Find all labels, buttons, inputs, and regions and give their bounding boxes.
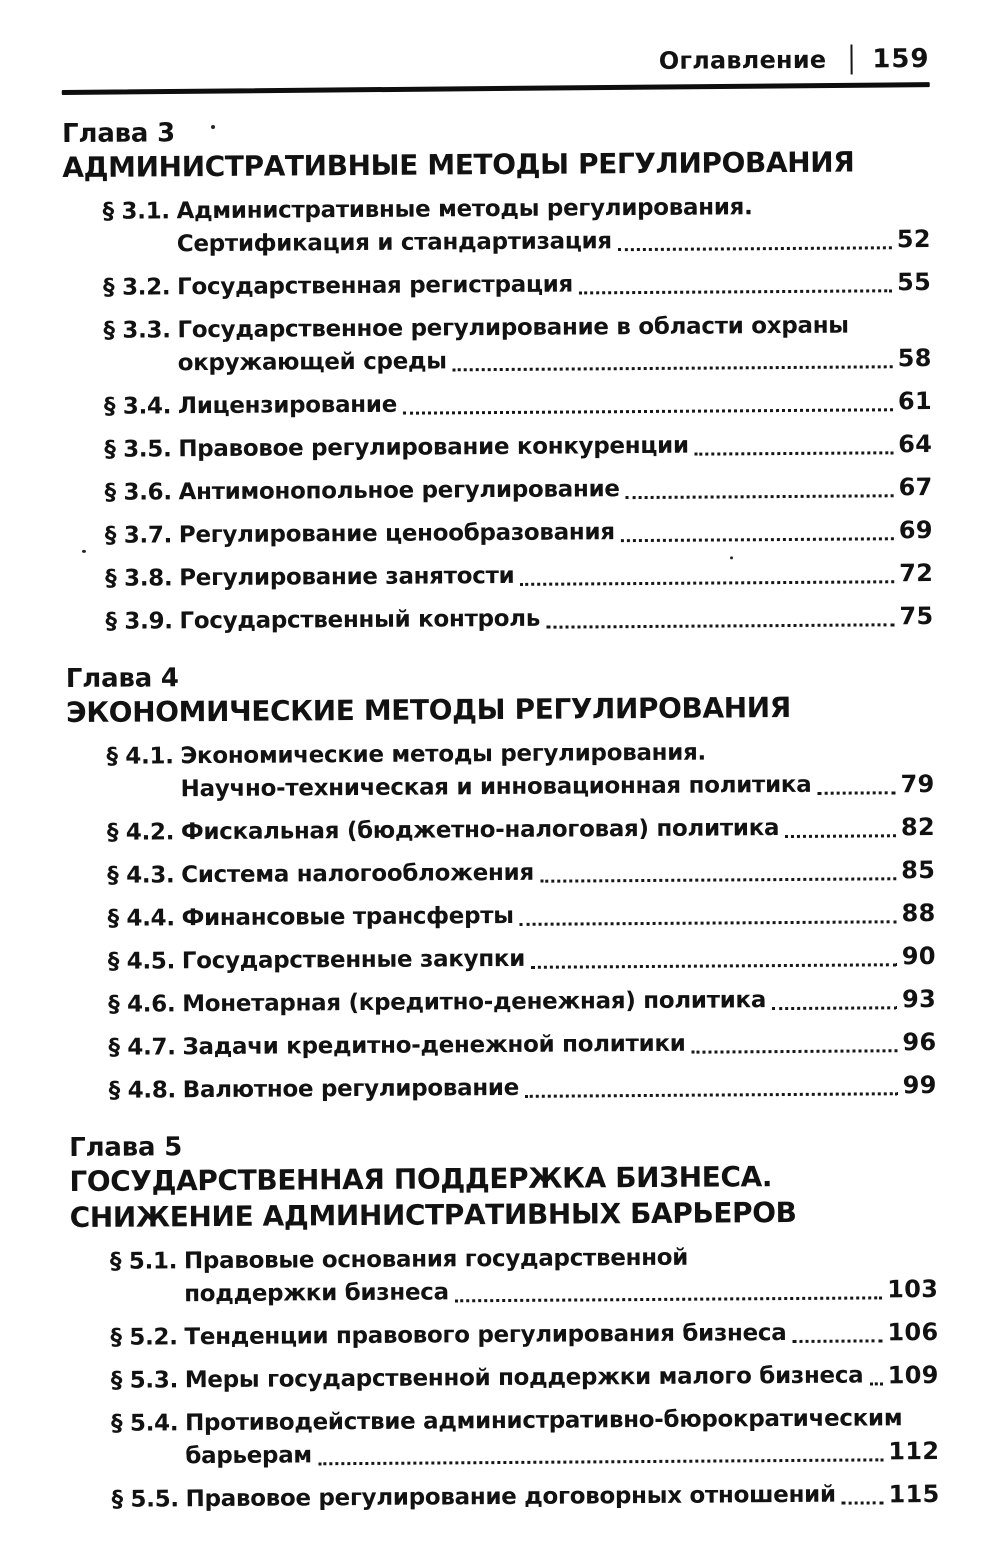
entry-line bbox=[177, 223, 931, 261]
entry-body bbox=[185, 1478, 939, 1516]
entry-section-number: § 4.7. bbox=[108, 1034, 176, 1061]
toc-entry[interactable] bbox=[68, 940, 936, 979]
dot-leader bbox=[772, 1006, 897, 1010]
entry-line bbox=[181, 854, 935, 892]
entry-line bbox=[184, 1273, 938, 1311]
scan-speck bbox=[730, 556, 733, 559]
entry-section-number: § 5.1. bbox=[109, 1248, 178, 1275]
entry-line bbox=[185, 1478, 939, 1516]
entry-page-number: 72 bbox=[899, 558, 934, 588]
toc-entry[interactable] bbox=[69, 1069, 937, 1108]
entry-body bbox=[182, 983, 936, 1021]
entry-title-text: Антимонопольное регулирование bbox=[178, 476, 620, 506]
entry-section-number: § 3.7. bbox=[104, 522, 173, 549]
entry-title-text: Правовое регулирование конкуренции bbox=[178, 432, 689, 463]
entry-body bbox=[178, 428, 932, 466]
entry-section-number: § 5.5. bbox=[111, 1486, 179, 1513]
entry-page-number: 61 bbox=[897, 386, 933, 416]
entry-title-text: Монетарная (кредитно-денежная) политика bbox=[182, 987, 767, 1018]
dot-leader bbox=[318, 1458, 883, 1465]
dot-leader bbox=[579, 289, 892, 294]
entry-section-number: § 5.4. bbox=[110, 1410, 179, 1437]
toc-entry[interactable] bbox=[68, 1026, 936, 1065]
entry-section-number: § 3.8. bbox=[105, 565, 173, 592]
toc-entry[interactable] bbox=[68, 983, 936, 1022]
chapter-title-line: ГОСУДАРСТВЕННАЯ ПОДДЕРЖКА БИЗНЕСА. bbox=[69, 1160, 773, 1199]
dot-leader bbox=[455, 1296, 882, 1302]
entry-section-number: § 4.1. bbox=[106, 743, 174, 770]
page-header bbox=[61, 43, 929, 81]
chapter-title bbox=[62, 144, 930, 186]
chapter-title bbox=[66, 689, 934, 731]
chapter-label: Глава 4 bbox=[65, 663, 179, 695]
entry-line bbox=[182, 1026, 936, 1064]
entry-body bbox=[184, 1316, 938, 1354]
dot-leader bbox=[453, 365, 893, 371]
entry-page-number: 90 bbox=[901, 941, 936, 971]
chapter-entries bbox=[70, 1240, 940, 1517]
entry-title-text: Экономические методы регулирования. bbox=[180, 739, 707, 770]
running-head-title: Оглавление bbox=[658, 45, 827, 75]
toc-chapter bbox=[69, 1126, 940, 1517]
entry-page-number: 99 bbox=[902, 1070, 937, 1100]
toc-entry[interactable] bbox=[71, 1402, 939, 1474]
entry-section-number: § 4.2. bbox=[106, 819, 175, 846]
entry-section-number: § 3.4. bbox=[103, 393, 172, 420]
toc-entry[interactable] bbox=[63, 309, 931, 381]
entry-page-number: 106 bbox=[887, 1317, 939, 1347]
entry-body bbox=[182, 940, 936, 978]
entry-body bbox=[176, 190, 930, 261]
toc-entry[interactable] bbox=[67, 811, 935, 850]
entry-title-text: Регулирование занятости bbox=[179, 562, 515, 592]
dot-leader bbox=[540, 877, 896, 882]
chapter-label: Глава 5 bbox=[69, 1132, 183, 1164]
entry-section-number: § 3.9. bbox=[105, 608, 173, 635]
entry-section-number: § 4.6. bbox=[108, 991, 176, 1018]
entry-body bbox=[177, 309, 931, 380]
entry-body bbox=[183, 1069, 937, 1107]
page-number: 159 bbox=[872, 43, 930, 75]
entry-section-number: § 3.2. bbox=[103, 274, 171, 301]
header-rule bbox=[62, 82, 930, 95]
toc-entry[interactable] bbox=[64, 385, 932, 424]
entry-page-number: 79 bbox=[900, 769, 935, 799]
entry-page-number: 109 bbox=[887, 1360, 939, 1390]
toc-entry[interactable] bbox=[64, 428, 932, 467]
toc-entry[interactable] bbox=[70, 1316, 938, 1355]
entry-title-text: Государственные закупки bbox=[181, 945, 526, 975]
entry-title-text: Государственный контроль bbox=[179, 605, 541, 635]
entry-page-number: 93 bbox=[902, 984, 937, 1014]
entry-title-text: поддержки бизнеса bbox=[184, 1279, 449, 1308]
toc-entry[interactable] bbox=[65, 557, 933, 596]
entry-section-number: § 4.8. bbox=[108, 1077, 177, 1104]
entry-title-text: Система налогообложения bbox=[181, 859, 534, 889]
dot-leader bbox=[817, 791, 895, 795]
entry-title-text: Регулирование ценообразования bbox=[178, 519, 615, 549]
entry-title-text: Фискальная (бюджетно-налоговая) политика bbox=[180, 815, 780, 846]
entry-section-number: § 3.1. bbox=[102, 198, 170, 225]
entry-line bbox=[185, 1435, 939, 1473]
entry-page-number: 88 bbox=[901, 898, 936, 928]
dot-leader bbox=[403, 408, 893, 414]
entry-page-number: 112 bbox=[888, 1436, 940, 1466]
entry-page-number: 69 bbox=[898, 515, 933, 545]
entry-title-text: Задачи кредитно-денежной политики bbox=[182, 1030, 686, 1061]
chapter-title bbox=[69, 1158, 937, 1236]
entry-page-number: 52 bbox=[896, 224, 931, 254]
entry-body bbox=[182, 1026, 936, 1064]
entry-page-number: 96 bbox=[902, 1027, 937, 1057]
entry-line bbox=[185, 1402, 939, 1440]
toc-entry[interactable] bbox=[65, 600, 933, 639]
entry-line bbox=[184, 1316, 938, 1354]
scan-speck bbox=[82, 550, 86, 553]
dot-leader bbox=[621, 537, 894, 542]
entry-section-number: § 5.3. bbox=[110, 1367, 179, 1394]
dot-leader bbox=[842, 1501, 884, 1504]
entry-section-number: § 3.5. bbox=[104, 436, 172, 463]
entry-body bbox=[185, 1402, 939, 1473]
dot-leader bbox=[520, 920, 897, 926]
entry-line bbox=[184, 1240, 938, 1278]
entry-line bbox=[182, 940, 936, 978]
entry-title-text: Научно-техническая и инновационная политика bbox=[180, 771, 812, 803]
entry-line bbox=[180, 735, 934, 773]
entry-body bbox=[181, 897, 935, 935]
entry-line bbox=[177, 309, 931, 347]
entry-page-number: 75 bbox=[899, 601, 934, 631]
entry-line bbox=[177, 266, 931, 304]
toc-entry[interactable] bbox=[64, 471, 932, 510]
toc-entry[interactable] bbox=[67, 897, 935, 936]
entry-body bbox=[181, 811, 935, 849]
entry-page-number: 58 bbox=[897, 343, 932, 373]
toc-chapter bbox=[62, 112, 934, 639]
scan-speck bbox=[211, 125, 215, 129]
toc-entry[interactable] bbox=[65, 514, 933, 553]
dot-leader bbox=[525, 1092, 898, 1098]
entry-line bbox=[183, 1069, 937, 1107]
dot-leader bbox=[695, 451, 894, 455]
entry-line bbox=[182, 983, 936, 1021]
toc-entry[interactable] bbox=[63, 266, 931, 305]
dot-leader bbox=[626, 494, 894, 499]
chapter-title-line: АДМИНИСТРАТИВНЫЕ МЕТОДЫ РЕГУЛИРОВАНИЯ bbox=[62, 145, 855, 185]
entry-title-text: Государственная регистрация bbox=[177, 271, 574, 301]
entry-title-text: Финансовые трансферты bbox=[181, 902, 514, 932]
entry-line bbox=[185, 1359, 939, 1397]
entry-page-number: 64 bbox=[898, 429, 933, 459]
entry-title-text: Тенденции правового регулирования бизнеса bbox=[184, 1320, 787, 1351]
toc-body bbox=[62, 112, 940, 1517]
entry-line bbox=[178, 471, 932, 509]
chapter-title-line: СНИЖЕНИЕ АДМИНИСТРАТИВНЫХ БАРЬЕРОВ bbox=[69, 1195, 797, 1235]
entry-section-number: § 5.2. bbox=[110, 1324, 178, 1351]
dot-leader bbox=[692, 1049, 898, 1053]
entry-body bbox=[178, 471, 932, 509]
entry-line bbox=[179, 600, 933, 638]
toc-chapter bbox=[66, 657, 937, 1108]
entry-line bbox=[181, 897, 935, 935]
entry-body bbox=[179, 514, 933, 552]
entry-line bbox=[179, 514, 933, 552]
entry-body bbox=[177, 266, 931, 304]
entry-body bbox=[185, 1359, 939, 1397]
header-divider bbox=[850, 45, 852, 75]
dot-leader bbox=[520, 580, 894, 586]
entry-line bbox=[181, 811, 935, 849]
entry-title-text: Правовые основания государственной bbox=[183, 1244, 689, 1275]
entry-body bbox=[179, 600, 933, 638]
chapter-entries bbox=[66, 735, 937, 1108]
entry-section-number: § 3.6. bbox=[104, 479, 172, 506]
dot-leader bbox=[792, 1339, 882, 1343]
dot-leader bbox=[785, 834, 896, 838]
entry-body bbox=[184, 1240, 938, 1311]
entry-page-number: 85 bbox=[901, 855, 936, 885]
dot-leader bbox=[546, 623, 894, 628]
chapter-title-line: ЭКОНОМИЧЕСКИЕ МЕТОДЫ РЕГУЛИРОВАНИЯ bbox=[65, 690, 791, 730]
entry-page-number: 55 bbox=[897, 267, 932, 297]
entry-line bbox=[179, 557, 933, 595]
entry-title-text: Административные методы регулирования. bbox=[176, 194, 753, 225]
entry-section-number: § 4.3. bbox=[107, 862, 175, 889]
entry-page-number: 67 bbox=[898, 472, 933, 502]
entry-title-text: барьерам bbox=[185, 1442, 312, 1470]
toc-entry[interactable] bbox=[70, 1240, 938, 1312]
chapter-entries bbox=[62, 190, 933, 639]
entry-title-text: окружающей среды bbox=[177, 348, 447, 377]
chapter-label: Глава 3 bbox=[61, 118, 176, 150]
entry-page-number: 103 bbox=[887, 1274, 939, 1304]
entry-title-text: Меры государственной поддержки малого бизнеса bbox=[184, 1362, 864, 1394]
entry-line bbox=[178, 428, 932, 466]
toc-entry[interactable] bbox=[66, 735, 934, 807]
toc-entry[interactable] bbox=[71, 1478, 939, 1517]
entry-section-number: § 3.3. bbox=[103, 317, 171, 344]
dot-leader bbox=[531, 963, 897, 969]
entry-title-text: Противодействие административно-бюрократическим bbox=[184, 1405, 903, 1437]
toc-entry[interactable] bbox=[62, 190, 930, 262]
entry-body bbox=[178, 385, 932, 423]
entry-body bbox=[180, 735, 934, 806]
entry-section-number: § 4.4. bbox=[107, 905, 175, 932]
entry-title-text: Сертификация и стандартизация bbox=[176, 228, 612, 258]
entry-body bbox=[179, 557, 933, 595]
entry-title-text: Валютное регулирование bbox=[182, 1074, 520, 1104]
entry-title-text: Государственное регулирование в области охраны bbox=[177, 312, 849, 344]
entry-page-number: 115 bbox=[888, 1479, 940, 1509]
toc-entry[interactable] bbox=[67, 854, 935, 893]
entry-page-number: 82 bbox=[900, 812, 936, 842]
entry-line bbox=[178, 342, 932, 380]
entry-body bbox=[181, 854, 935, 892]
entry-title-text: Правовое регулирование договорных отношений bbox=[185, 1481, 836, 1513]
entry-line bbox=[178, 385, 932, 423]
dot-leader bbox=[618, 246, 892, 251]
entry-section-number: § 4.5. bbox=[107, 948, 176, 975]
entry-line bbox=[176, 190, 930, 228]
entry-title-text: Лицензирование bbox=[177, 391, 398, 420]
entry-line bbox=[181, 768, 935, 806]
toc-entry[interactable] bbox=[71, 1359, 939, 1398]
dot-leader bbox=[869, 1382, 882, 1385]
